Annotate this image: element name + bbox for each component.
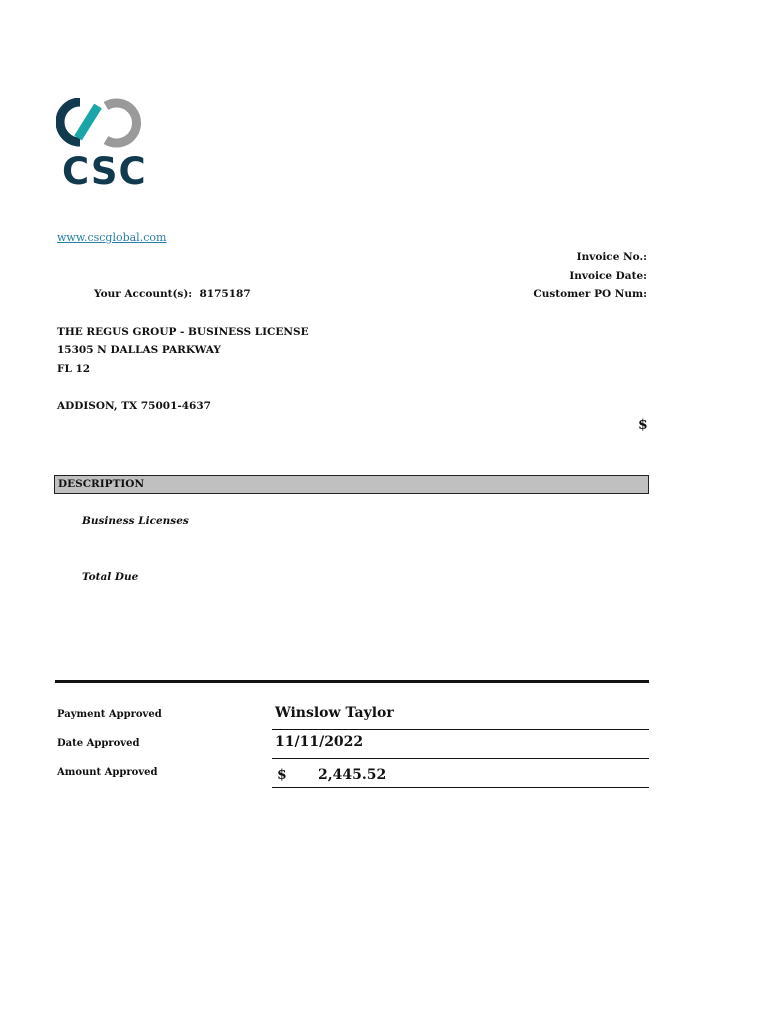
account-line (94, 288, 251, 300)
amount-approved-value: 2,445.52 (318, 767, 387, 783)
address-line-2: 15305 N DALLAS PARKWAY (57, 344, 221, 356)
amount-underline (272, 787, 649, 788)
amount-symbol: $ (638, 417, 648, 433)
invoice-date-label: Invoice Date: (569, 270, 647, 282)
address-line-1: THE REGUS GROUP - BUSINESS LICENSE (57, 326, 309, 338)
logo-text: CSC (62, 150, 147, 193)
payment-underline (272, 729, 649, 730)
date-underline (272, 758, 649, 759)
customer-po-label: Customer PO Num: (533, 288, 647, 300)
total-due-label: Total Due (82, 571, 139, 583)
account-label: Your Account(s): (94, 288, 193, 300)
description-header-label: DESCRIPTION (58, 478, 145, 490)
section-divider (55, 680, 649, 683)
date-approved-label: Date Approved (57, 738, 140, 749)
amount-approved-symbol: $ (277, 767, 287, 783)
payment-approved-value: Winslow Taylor (275, 705, 394, 721)
line-item: Business Licenses (82, 515, 189, 527)
invoice-no-label: Invoice No.: (576, 251, 647, 263)
payment-approved-label: Payment Approved (57, 709, 162, 720)
date-approved-value: 11/11/2022 (275, 734, 364, 750)
address-line-3: FL 12 (57, 363, 91, 375)
address-line-4: ADDISON, TX 75001-4637 (57, 400, 211, 412)
logo-arc-gray (106, 103, 137, 143)
account-number: 8175187 (199, 288, 251, 300)
logo-slash-teal (78, 106, 98, 138)
amount-approved-label: Amount Approved (57, 767, 158, 778)
website-link[interactable]: www.cscglobal.com (57, 231, 167, 244)
description-header (54, 475, 649, 494)
